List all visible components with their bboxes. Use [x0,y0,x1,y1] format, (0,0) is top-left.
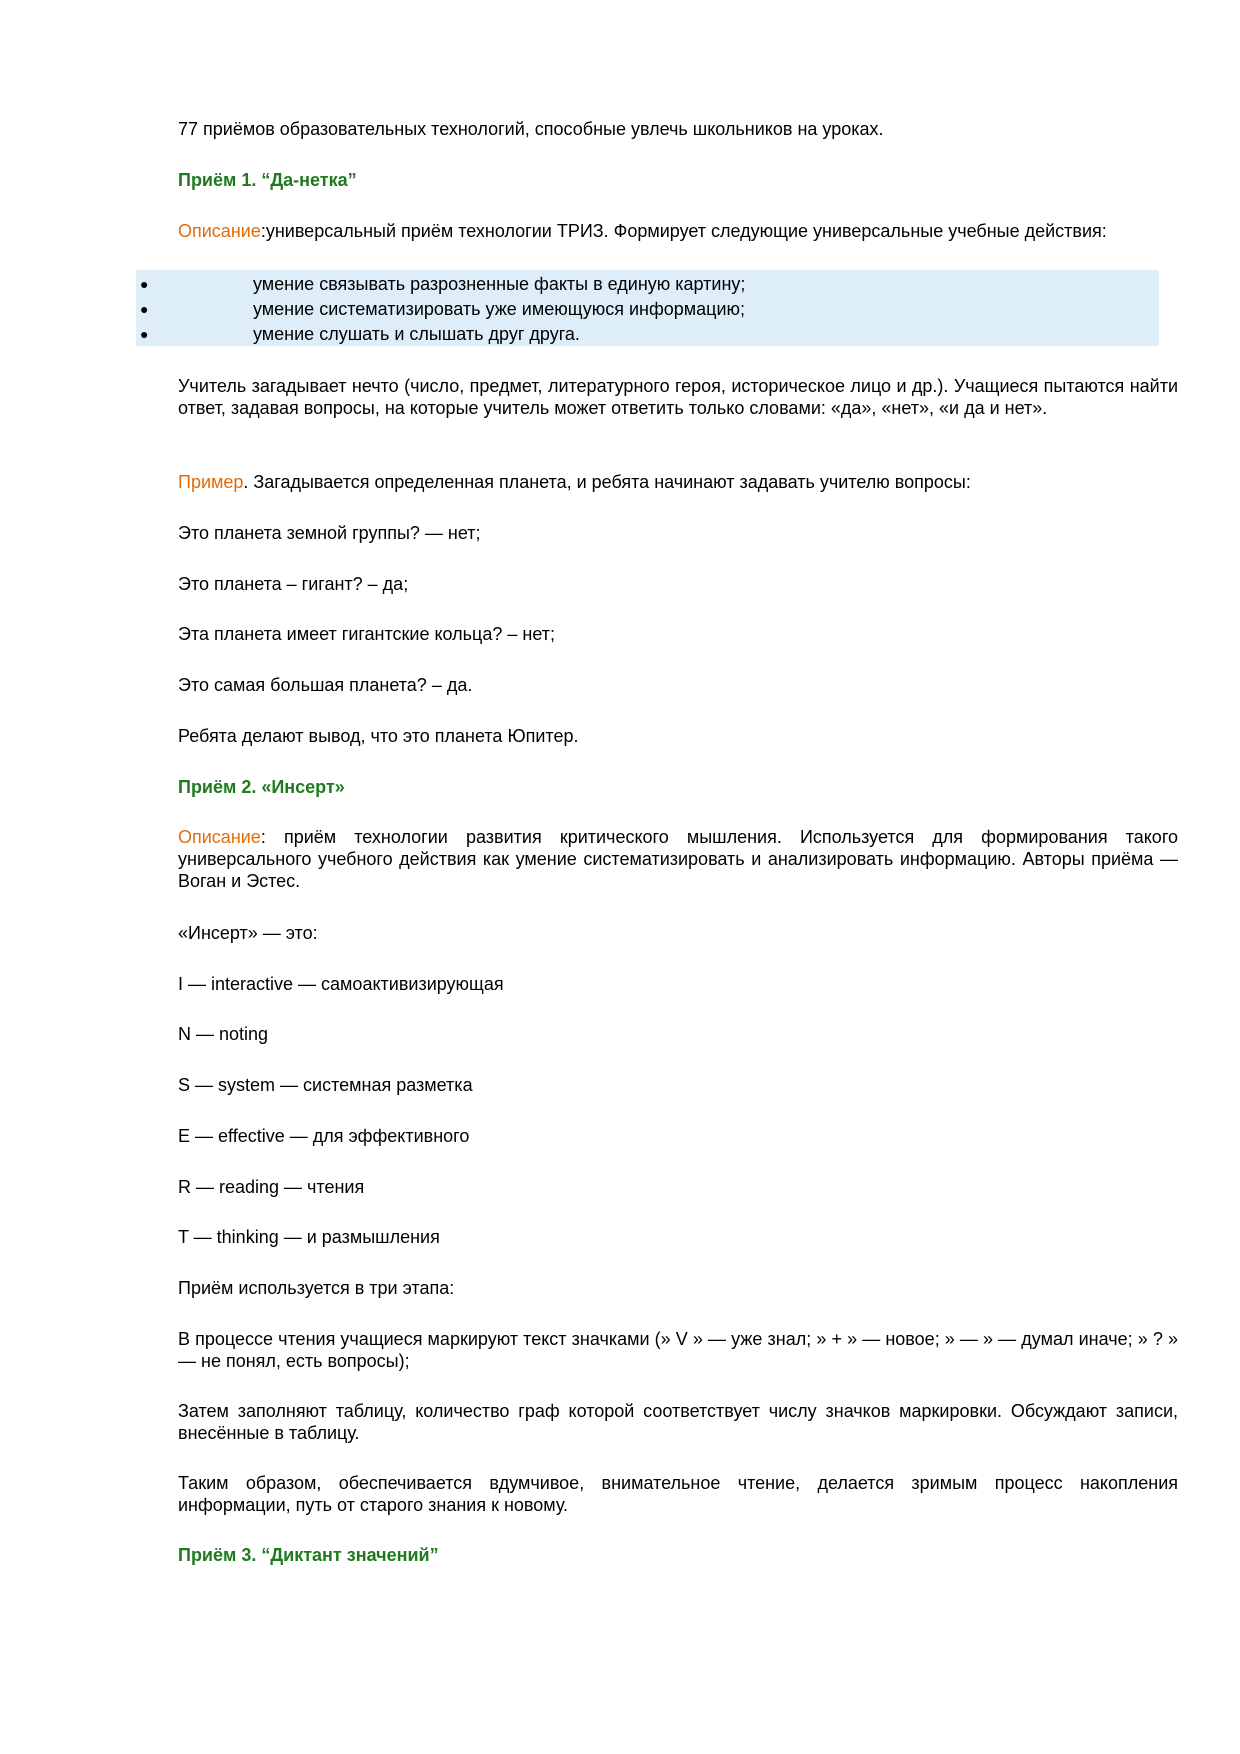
list-item-text: умение связывать разрозненные факты в единую картину; [253,274,746,294]
description-text: : приём технологии развития критического мышления. Используется для формирования такого универсального учебного действия как умение систематизировать и анализировать информацию. Авторы приёма — Воган и Эстес. [178,827,1178,891]
stages-intro: Приём используется в три этапа: [178,1278,455,1298]
technique-1-rules: Учитель загадывает нечто (число, предмет, литературного героя, историческое лицо и др.). Учащиеся пытаются найти ответ, задавая вопросы, на которые учитель может ответить только словами: «да», «нет», «и да и нет». [178,376,1178,418]
acronym-line: T — thinking — и размышления [178,1227,440,1247]
technique-2-title: Приём 2. «Инсерт» [178,777,345,797]
list-item [136,323,1159,345]
technique-1-conclusion: Ребята делают вывод, что это планета Юпитер. [178,726,579,746]
example-label: Пример [178,472,244,492]
acronym-line: E — effective — для эффективного [178,1126,470,1146]
technique-1-title: Приём 1. “Да-нетка” [178,170,357,190]
technique-2-description [178,826,1178,892]
insert-intro: «Инсерт» — это: [178,923,318,943]
technique-1-description [178,220,1178,242]
stage-3-text: Таким образом, обеспечивается вдумчивое, внимательное чтение, делается зримым процесс накопления информации, путь от старого знания к новому. [178,1473,1178,1515]
acronym-line: N — noting [178,1024,269,1044]
description-text: :универсальный приём технологии ТРИЗ. Формирует следующие универсальные учебные действия: [260,221,1107,241]
description-label: Описание [178,827,261,847]
bullet-icon: ● [140,276,149,292]
bullet-icon: ● [140,326,149,342]
skills-bullet-list [136,270,1159,346]
technique-1-example [178,471,1178,493]
acronym-line: S — system — системная разметка [178,1075,473,1095]
question-line: Это планета – гигант? – да; [178,574,409,594]
bullet-icon: ● [140,301,149,317]
acronym-line: R — reading — чтения [178,1177,365,1197]
stage-2-text: Затем заполняют таблицу, количество граф которой соответствует числу значков маркировки. Обсуждают записи, внесённые в таблицу. [178,1401,1178,1443]
list-item-text: умение слушать и слышать друг друга. [253,324,580,344]
technique-3-title: Приём 3. “Диктант значений” [178,1545,439,1565]
description-label: Описание [178,221,261,241]
question-line: Эта планета имеет гигантские кольца? – нет; [178,624,555,644]
acronym-line: I — interactive — самоактивизирующая [178,974,504,994]
question-line: Это самая большая планета? – да. [178,675,473,695]
stage-1-text: В процессе чтения учащиеся маркируют текст значками (» V » — уже знал; » + » — новое; » — » — думал иначе; » ? » — не понял, есть вопросы); [178,1329,1178,1371]
question-line: Это планета земной группы? — нет; [178,523,481,543]
list-item-text: умение систематизировать уже имеющуюся информацию; [253,299,746,319]
list-item [136,298,1159,320]
example-text: . Загадывается определенная планета, и ребята начинают задавать учителю вопросы: [243,472,971,492]
intro-line: 77 приёмов образовательных технологий, способные увлечь школьников на уроках. [178,119,884,139]
list-item [136,273,1159,295]
